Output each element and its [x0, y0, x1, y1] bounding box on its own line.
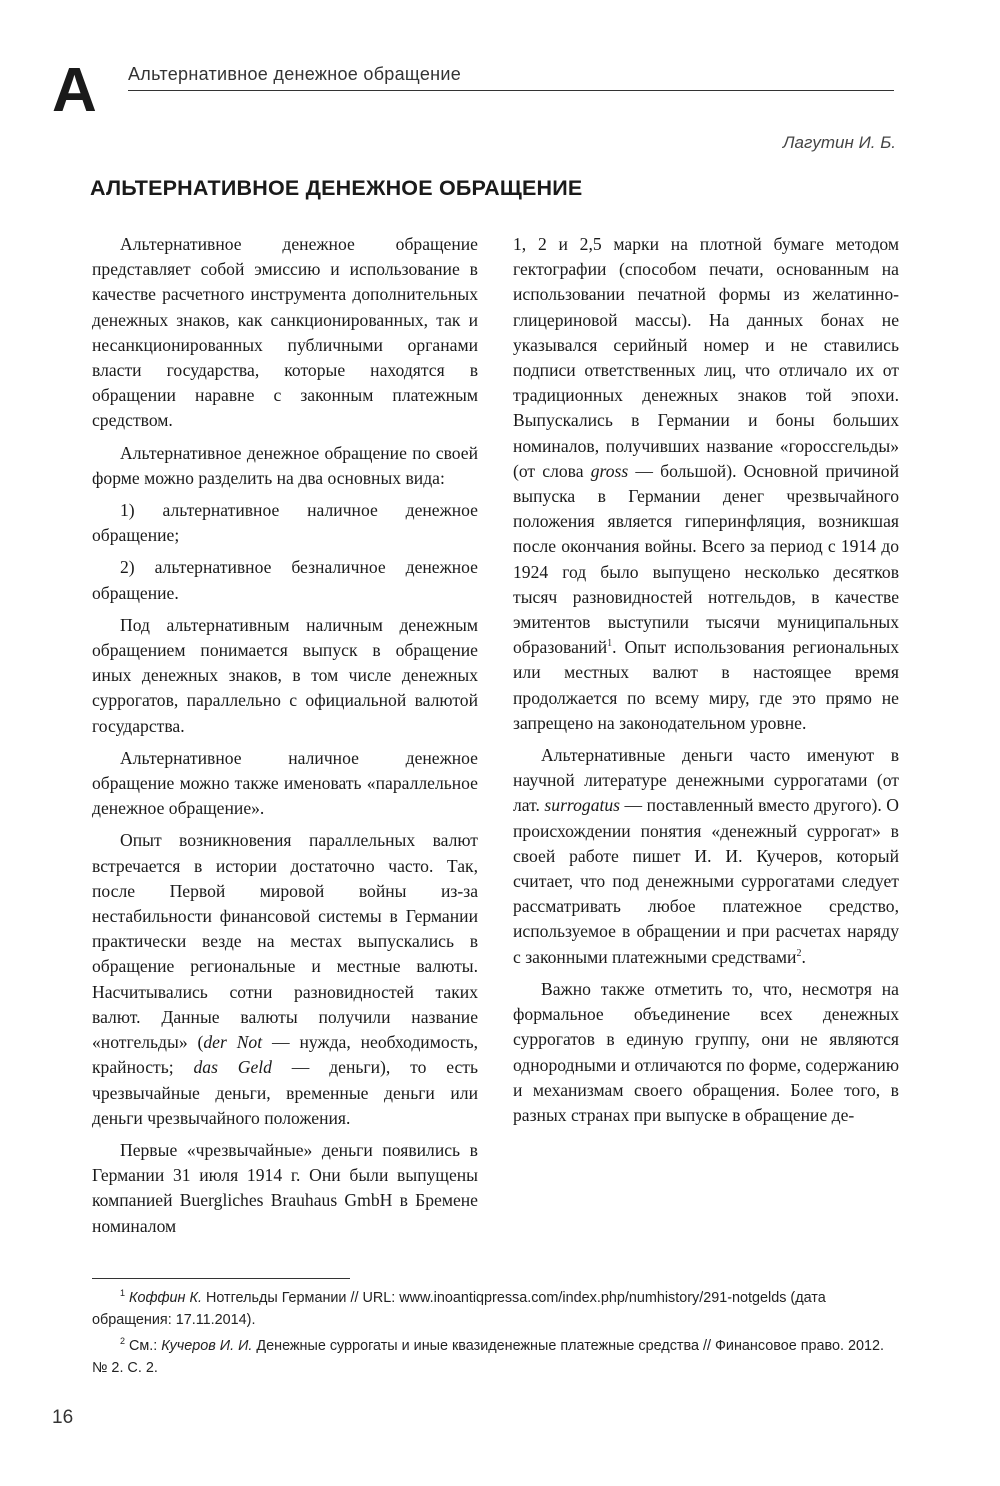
text-run: Опыт возникновения параллельных валют встречается в истории достаточно часто. Так, после Первой мировой войны из-за нестабильности финансовой системы в Германии практически везде на местах выпускались в обращение региональные и местные валюты. Насчитывались сотни разновидностей таких валют. Данные валюты получили название «нотгельды» (: [92, 830, 478, 1053]
italic-term: der Not: [203, 1032, 263, 1053]
text-run: — поставленный вместо другого). О происхождении понятия «денежный суррогат» в своей работе пишет И. И. Кучеров, который считает, что под денежными суррогатами следует рассматривать любое платежное средство, используемое в обращении и при расчетах наряду с законными платежными средствами: [513, 795, 899, 967]
paragraph: Альтернативное денежное обращение представляет собой эмиссию и использование в качестве расчетного инструмента дополнительных денежных знаков, как санкционированных, так и несанкционированных публичными органами власти государства, которые находятся в обращении наравне с законным платежным средством.: [92, 234, 478, 431]
text-run: .: [801, 946, 806, 967]
footnote-2: [92, 1335, 900, 1379]
italic-term: gross: [590, 460, 629, 481]
footnote-prefix: См.:: [125, 1338, 162, 1354]
text-run: — нужда, необходимость, крайность;: [92, 1032, 478, 1078]
running-header-title: Альтернативное денежное обращение: [128, 64, 462, 84]
footnotes: [92, 1287, 900, 1383]
footnote-ref[interactable]: 1: [607, 638, 613, 650]
left-column: [92, 232, 478, 1239]
article-title: АЛЬТЕРНАТИВНОЕ ДЕНЕЖНОЕ ОБРАЩЕНИЕ: [90, 176, 583, 200]
list-item: 1) альтернативное наличное денежное обращение;: [92, 500, 478, 546]
italic-term: das Geld: [193, 1057, 272, 1078]
text-run: 1, 2 и 2,5 марки на плотной бумаге методом гектографии (способом печати, основанным на использовании печатной формы из желатинно-глицериновой массы). На данных бонах не указывался серийный номер и не ставились подписи ответственных лиц, что отличало их от традиционных денежных знаков той эпохи. Выпускались в Германии и боны больших номиналов, получивших название «гороссгельды» (от слова: [513, 234, 899, 481]
page-number: 16: [52, 1407, 74, 1428]
footnote-text: Денежные суррогаты и иные квазиденежные платежные средства // Финансовое право. 2012. № 2. С. 2.: [92, 1338, 884, 1376]
paragraph-continued: [513, 232, 899, 736]
right-column: [513, 232, 899, 1128]
text-run: — большой). Основной причиной выпуска в Германии денег чрезвычайного положения является гиперинфляция, возникшая после окончания войны. Всего за период с 1914 до 1924 год было выпущено несколько десятков тысяч разновидностей нотгельдов, в качестве эмитентов выступили тысячи муниципальных образований: [513, 460, 899, 658]
footnote-number: 1: [120, 1288, 126, 1299]
footnote-author: Коффин К.: [129, 1290, 202, 1306]
paragraph: Альтернативное денежное обращение по своей форме можно разделить на два основных вида:: [92, 442, 478, 488]
text-run: Альтернативные деньги часто именуют в научной литературе денежными суррогатами (от лат.: [513, 745, 899, 816]
paragraph: [92, 828, 478, 1130]
header-rule: [128, 90, 894, 91]
footnote-rule: [92, 1278, 350, 1279]
paragraph: Первые «чрезвычайные» деньги появились в Германии 31 июля 1914 г. Они были выпущены компанией Buergliches Brauhaus GmbH в Бремене номиналом: [92, 1139, 478, 1236]
footnote-ref[interactable]: 2: [796, 947, 802, 959]
footnote-number: 2: [120, 1336, 126, 1347]
footnote-text: Нотгельды Германии // URL: www.inoantiqpressa.com/index.php/numhistory/291-notgelds (дата обращения: 17.11.2014).: [92, 1290, 826, 1328]
paragraph: [513, 743, 899, 970]
footnote-1: [92, 1287, 900, 1331]
list-item: 2) альтернативное безналичное денежное обращение.: [92, 557, 478, 603]
text-run: — деньги), то есть чрезвычайные деньги, временные деньги или деньги чрезвычайного положения.: [92, 1057, 478, 1128]
section-letter: А: [52, 56, 97, 125]
text-run: . Опыт использования региональных или местных валют в настоящее время продолжается по всему миру, где это прямо не запрещено на законодательном уровне.: [513, 637, 899, 733]
article-author: Лагутин И. Б.: [782, 133, 896, 152]
paragraph: Важно также отметить то, что, несмотря на формальное объединение всех денежных суррогатов в единую группу, они не являются однородными и отличаются по форме, содержанию и механизмам своего обращения. Более того, в разных странах при выпуске в обращение де-: [513, 978, 899, 1125]
paragraph: Альтернативное наличное денежное обращение можно также именовать «параллельное денежное обращение».: [92, 747, 478, 819]
italic-term: surrogatus: [544, 795, 621, 816]
footnote-author: Кучеров И. И.: [161, 1338, 253, 1354]
paragraph: Под альтернативным наличным денежным обращением понимается выпуск в обращение иных денежных знаков, в том числе денежных суррогатов, параллельно с официальной валютой государства.: [92, 614, 478, 736]
